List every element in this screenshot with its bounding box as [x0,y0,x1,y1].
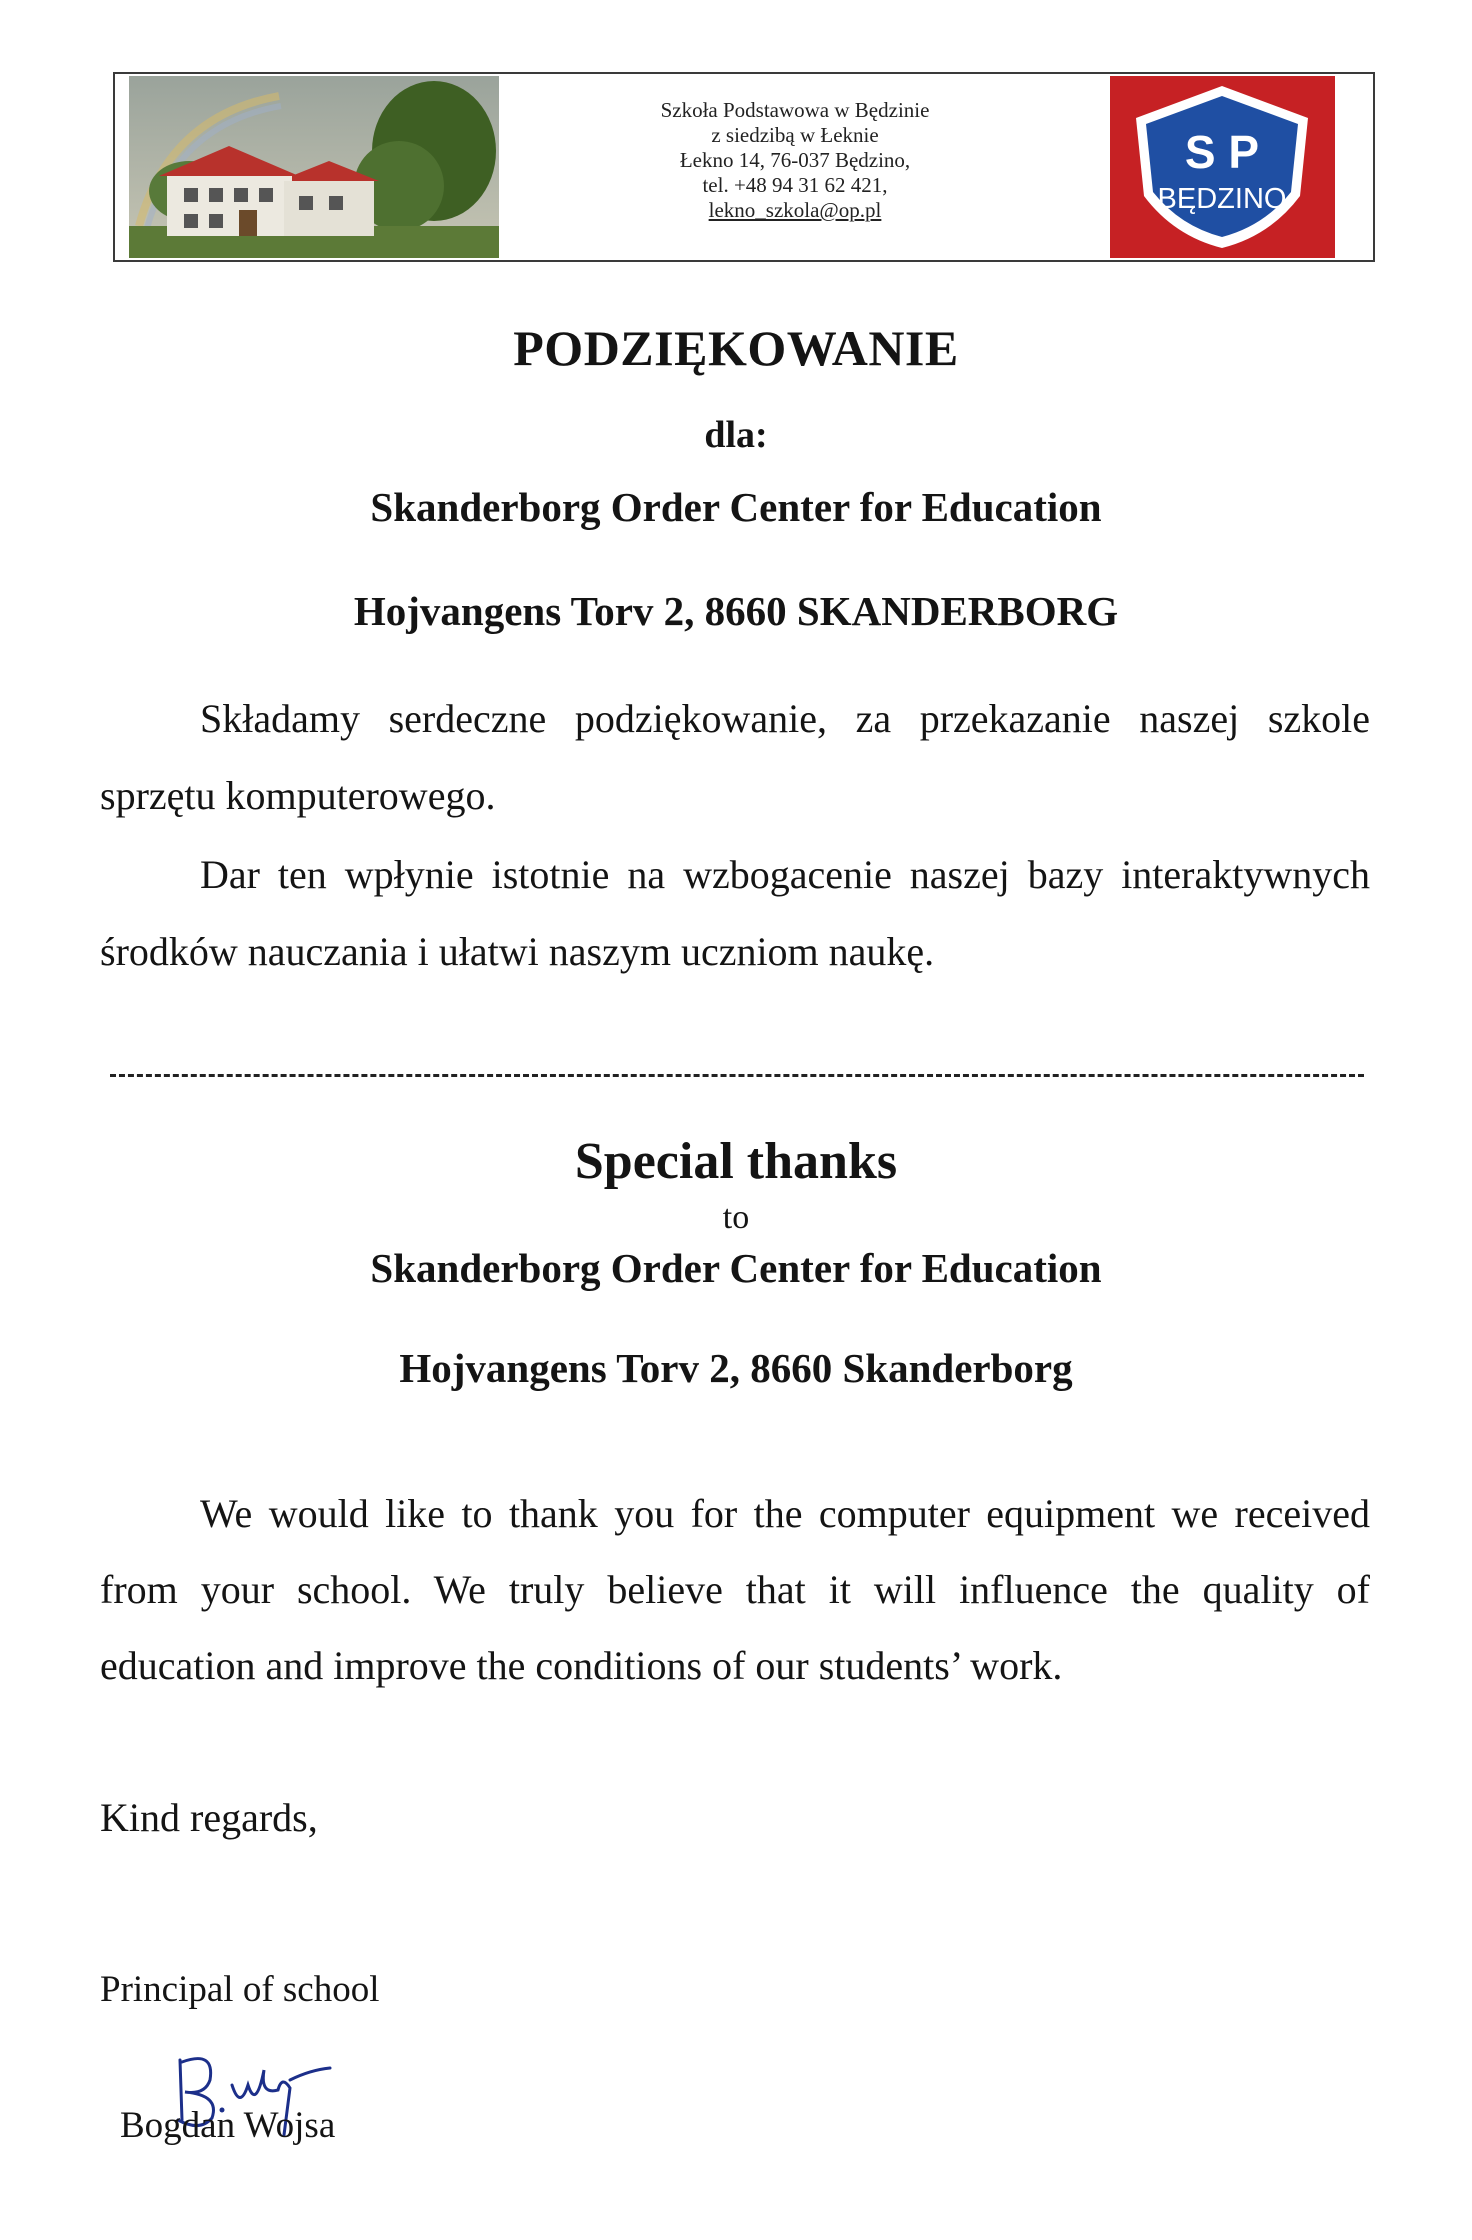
english-paragraph: We would like to thank you for the computer equipment we received from your school. We truly believe that it will influence the quality of education and improve the conditions of our students’ work. [100,1491,1370,1688]
school-logo [1110,76,1335,258]
english-to-label: to [722,1199,750,1236]
letterhead [113,72,1375,262]
english-recipient-organization: Skanderborg Order Center for Education [370,1245,1102,1291]
english-recipient-address: Hojvangens Torv 2, 8660 Skanderborg [399,1345,1073,1391]
school-seat: z siedzibą w Łeknie [711,123,879,147]
polish-recipient-address: Hojvangens Torv 2, 8660 SKANDERBORG [353,588,1119,634]
signer-name: Bogdan Wojsa [120,2105,336,2146]
polish-paragraph-1: Składamy serdeczne podziękowanie, za przekazanie naszej szkole sprzętu komputerowego. [100,696,1370,818]
closing-phrase: Kind regards, [100,1795,318,1840]
logo-town: BĘDZINO [1157,183,1287,215]
school-street-address: Łekno 14, 76-037 Będzino, [679,148,911,172]
section-divider [110,1074,1364,1077]
school-phone: tel. +48 94 31 62 421, [702,173,888,197]
school-name: Szkoła Podstawowa w Będzinie [660,98,930,122]
school-address-block [515,98,1075,223]
school-building-photo [129,76,499,258]
polish-paragraph-2: Dar ten wpłynie istotnie na wzbogacenie naszej bazy interaktywnych środków nauczania i ułatwi naszym uczniom naukę. [100,852,1370,974]
school-email-link[interactable]: lekno_szkola@op.pl [708,198,882,222]
polish-recipient-organization: Skanderborg Order Center for Education [370,484,1102,530]
polish-for-label: dla: [704,414,768,456]
english-title: Special thanks [574,1133,898,1190]
signer-role: Principal of school [100,1969,380,2010]
polish-title: PODZIĘKOWANIE [513,320,959,376]
logo-initials: S P [1184,126,1260,178]
